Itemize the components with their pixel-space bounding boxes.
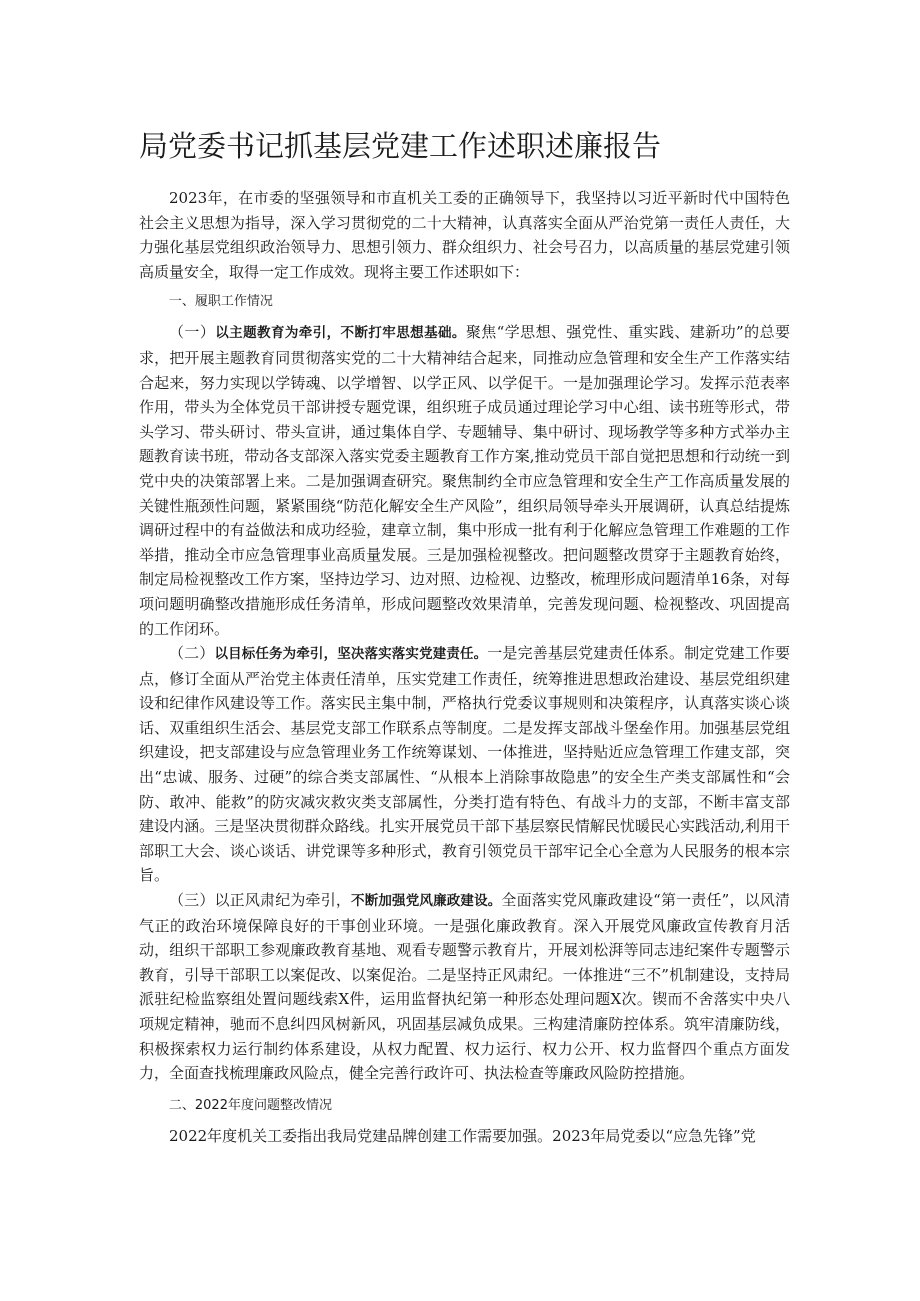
paragraph-body: 聚焦“学思想、强党性、重实践、建新功”的总要求，把开展主题教育同贯彻落实党的二十大精神结合起来，同推动应急管理和安全生产工作落实结合起来，努力实现以学铸魂、以学增智、以学正风、以学促干。一是加强理论学习。发挥示范表率作用，带头为全体党员干部讲授专题党课，组织班子成员通过理论学习中心组、读书班等形式，带头学习、带头研讨、带头宣讲，通过集体自学、专题辅导、集中研讨、现场教学等多种方式举办主题教育读书班，带动各支部深入落实党委主题教育工作方案,推动党员干部自觉把思想和行动统一到党中央的决策部署上来。二是加强调查研究。聚焦制约全市应急管理和安全生产工作高质量发展的关键性瓶颈性问题，紧紧围绕“防范化解安全生产风险”，组织局领导牵头开展调研，认真总结提炼调研过程中的有益做法和成功经验，建章立制，集中形成一批有利于化解应急管理工作难题的工作举措，推动全市应急管理事业高质量发展。三是加强检视整改。把问题整改贯穿于主题教育始终，制定局检视整改工作方案，坚持边学习、边对照、边检视、边整改，梳理形成问题清单16条，对每项问题明确整改措施形成任务清单，形成问题整改效果清单，完善发现问题、检视整改、巩固提高的工作闭环。	[139, 323, 790, 638]
intro-paragraph: 2023年，在市委的坚强领导和市直机关工委的正确领导下，我坚持以习近平新时代中国特色社会主义思想为指导，深入学习贯彻党的二十大精神，认真落实全面从严治党第一责任人责任，大力强化基层党组织政治领导力、思想引领力、群众组织力、社会号召力，以高质量的基层党建引领高质量安全，取得一定工作成效。现将主要工作述职如下：	[139, 189, 790, 281]
document-title: 局党委书记抓基层党建工作述职述廉报告	[139, 129, 662, 163]
paragraph-lead: 以主题教育为牵引，不断打牢思想基础。	[215, 325, 466, 342]
section1-paragraph-2	[139, 641, 790, 888]
paragraph-lead: 不断加强党风廉政建设。	[351, 893, 502, 910]
paragraph-lead: 以目标任务为牵引，坚决落实落实党建责任。	[214, 646, 488, 663]
section-heading-1: 一、履职工作情况	[168, 294, 273, 310]
paragraph-body: 全面落实党风廉政建设“第一责任”，以风清气正的政治环境保障良好的干事创业环境。一是强化廉政教育。深入开展党风廉政宣传教育月活动，组织干部职工参观廉政教育基地、观看专题警示教育片，开展刘松湃等同志违纪案件专题警示教育，引导干部职工以案促改、以案促治。二是坚持正风肃纪。一体推进“三不”机制建设，支持局派驻纪检监察组处置问题线索X件，运用监督执纪第一种形态处理问题X次。锲而不舍落实中央八项规定精神，驰而不息纠四风树新风，巩固基层减负成果。三构建清廉防控体系。筑牢清廉防线，积极探索权力运行制约体系建设，从权力配置、权力运行、权力公开、权力监督四个重点方面发力，全面查找梳理廉政风险点，健全完善行政许可、执法检查等廉政风险防控措施。	[139, 891, 790, 1083]
section1-paragraph-3	[139, 888, 790, 1086]
paragraph-body: 一是完善基层党建责任体系。制定党建工作要点，修订全面从严治党主体责任清单，压实党建工作责任，统筹推进思想政治建设、基层党组织建设和纪律作风建设等工作。落实民主集中制，严格执行党委议事规则和决策程序，认真落实谈心谈话、双重组织生活会、基层党支部工作联系点等制度。二是发挥支部战斗堡垒作用。加强基层党组织建设，把支部建设与应急管理业务工作统筹谋划、一体推进，坚持贴近应急管理工作建支部，突出“忠诚、服务、过硬”的综合类支部属性、“从根本上消除事故隐患”的安全生产类支部属性和“会防、敢冲、能救”的防灾减灾救灾类支部属性，分类打造有特色、有战斗力的支部，不断丰富支部建设内涵。三是坚决贯彻群众路线。扎实开展党员干部下基层察民情解民忧暖民心实践活动,利用干部职工大会、谈心谈话、讲党课等多种形式，教育引领党员干部牢记全心全意为人民服务的根本宗旨。	[139, 644, 790, 885]
section1-paragraph-1	[139, 320, 790, 641]
document-page	[139, 126, 790, 1148]
paragraph-prefix: （一）	[169, 323, 216, 342]
spacer	[139, 1086, 790, 1094]
section-heading-2: 二、2022年度问题整改情况	[168, 1097, 332, 1113]
paragraph-prefix: （二）	[169, 644, 215, 663]
paragraph-prefix: （三）以正风肃纪为牵引，	[169, 891, 352, 910]
section2-paragraph-1: 2022年度机关工委指出我局党建品牌创建工作需要加强。2023年局党委以“应急先锋”党	[169, 1126, 756, 1145]
